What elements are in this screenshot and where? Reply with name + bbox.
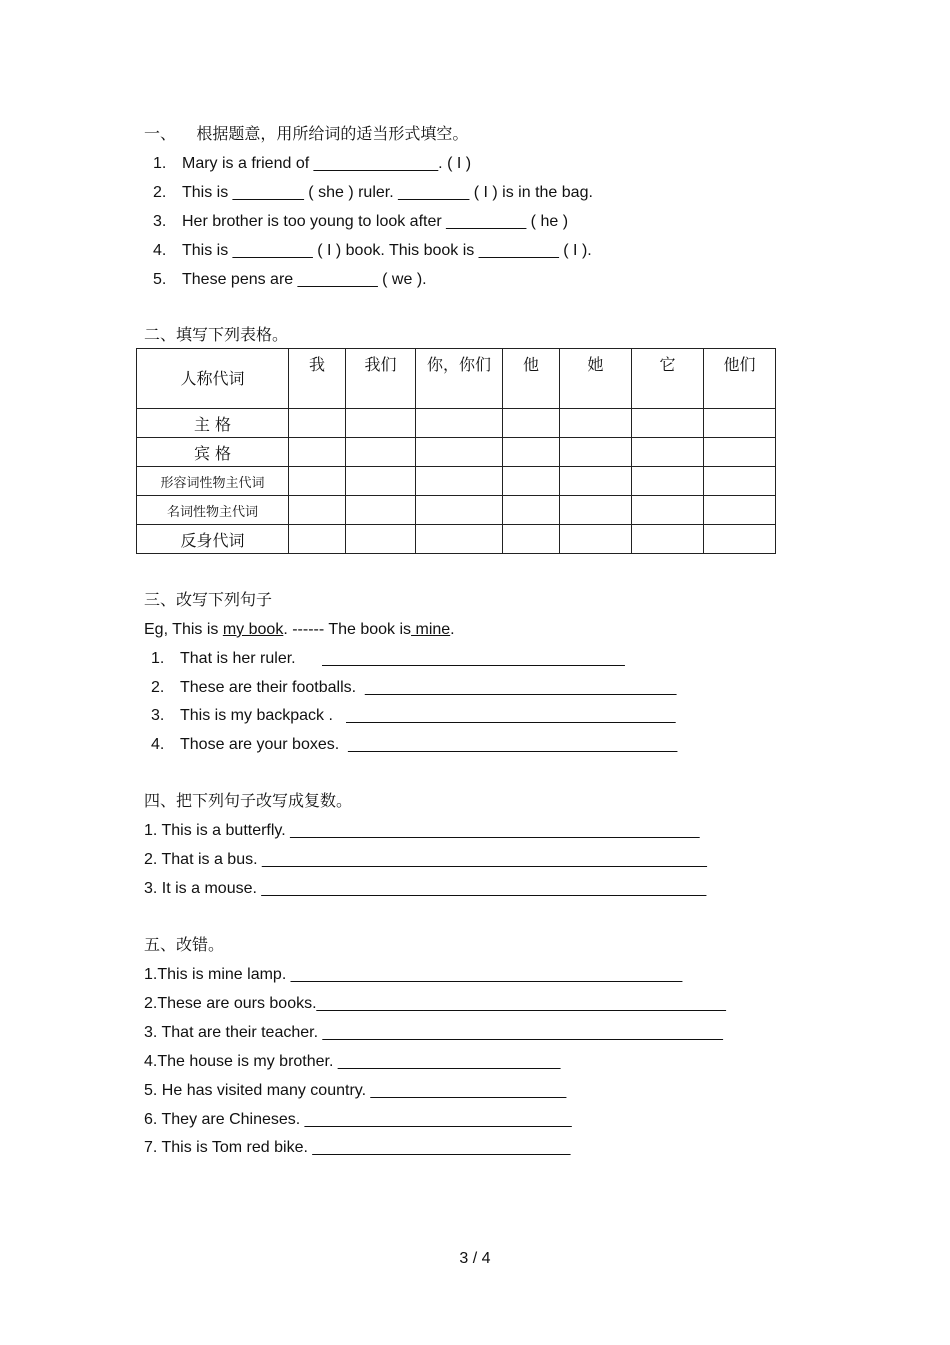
item-text: These pens are _________ ( we ). (182, 271, 427, 288)
empty-cell[interactable] (503, 409, 560, 438)
row-label: 形容词性物主代词 (137, 467, 289, 496)
empty-cell[interactable] (704, 438, 776, 467)
empty-cell[interactable] (560, 409, 632, 438)
empty-cell[interactable] (289, 525, 346, 554)
empty-cell[interactable] (560, 496, 632, 525)
list-item: 1. This is a butterfly. ______________________________________________ (144, 822, 700, 839)
section2-title: 二、填写下列表格。 (144, 325, 289, 344)
pronoun-table (136, 348, 776, 554)
example-prefix: Eg, This is (144, 621, 223, 638)
empty-cell[interactable] (289, 438, 346, 467)
list-item (153, 154, 471, 174)
item-number: 5. (153, 271, 167, 288)
empty-cell[interactable] (632, 496, 704, 525)
header-cell: 她 (560, 349, 632, 409)
list-item (151, 649, 625, 669)
empty-cell[interactable] (503, 467, 560, 496)
item-number: 4. (153, 242, 167, 259)
row-label: 主 格 (137, 409, 289, 438)
table-row (137, 496, 776, 525)
example-underline-1: my book (222, 621, 284, 638)
table-row (137, 438, 776, 467)
section1-title: 一、 根据题意，用所给词的适当形式填空。 (144, 124, 469, 143)
header-cell: 我 (289, 349, 346, 409)
section4-title: 四、把下列句子改写成复数。 (144, 791, 353, 810)
list-item: 2. That is a bus. __________________________________________________ (144, 851, 707, 868)
empty-cell[interactable] (416, 438, 503, 467)
empty-cell[interactable] (416, 525, 503, 554)
example-mid: . ------ The book is (283, 621, 412, 638)
empty-cell[interactable] (503, 438, 560, 467)
header-cell: 人称代词 (137, 349, 289, 409)
item-number: 2. (153, 184, 167, 201)
list-item: 3. It is a mouse. __________________________________________________ (144, 880, 707, 897)
header-cell: 他们 (704, 349, 776, 409)
header-cell: 我们 (346, 349, 416, 409)
item-number: 1. (151, 650, 165, 667)
empty-cell[interactable] (704, 525, 776, 554)
item-text: Those are your boxes. _____________________________________ (180, 736, 678, 753)
empty-cell[interactable] (704, 409, 776, 438)
empty-cell[interactable] (346, 496, 416, 525)
empty-cell[interactable] (560, 467, 632, 496)
list-item: 4.The house is my brother. _________________________ (144, 1053, 561, 1070)
empty-cell[interactable] (346, 467, 416, 496)
empty-cell[interactable] (632, 438, 704, 467)
item-number: 1. (153, 155, 167, 172)
section5-title: 五、改错。 (144, 935, 225, 954)
item-text: These are their footballs. ___________________________________ (180, 679, 677, 696)
empty-cell[interactable] (289, 409, 346, 438)
empty-cell[interactable] (560, 525, 632, 554)
list-item (153, 212, 568, 232)
row-label: 宾 格 (137, 438, 289, 467)
list-item: 2.These are ours books.______________________________________________ (144, 995, 726, 1012)
item-text: That is her ruler. __________________________________ (180, 650, 625, 667)
header-cell: 你，你们 (416, 349, 503, 409)
list-item: 1.This is mine lamp. ____________________________________________ (144, 966, 683, 983)
item-number: 3. (153, 213, 167, 230)
list-item: 5. He has visited many country. ______________________ (144, 1082, 567, 1099)
item-text: Her brother is too young to look after _________ ( he ) (182, 213, 569, 230)
list-item (151, 706, 676, 726)
empty-cell[interactable] (632, 525, 704, 554)
table-row (137, 467, 776, 496)
empty-cell[interactable] (632, 467, 704, 496)
empty-cell[interactable] (704, 496, 776, 525)
page-number: 3 / 4 (459, 1250, 491, 1267)
empty-cell[interactable] (632, 409, 704, 438)
list-item: 3. That are their teacher. _____________________________________________ (144, 1024, 723, 1041)
item-number: 4. (151, 736, 165, 753)
item-text: This is _________ ( I ) book. This book is _________ ( I ). (182, 242, 592, 259)
section3-title: 三、改写下列句子 (144, 590, 273, 609)
list-item (153, 183, 593, 203)
table-row (137, 525, 776, 554)
example-suffix: . (450, 621, 455, 638)
empty-cell[interactable] (346, 409, 416, 438)
empty-cell[interactable] (416, 409, 503, 438)
header-cell: 他 (503, 349, 560, 409)
empty-cell[interactable] (560, 438, 632, 467)
table-header-row (137, 349, 776, 409)
empty-cell[interactable] (416, 467, 503, 496)
list-item (151, 735, 677, 755)
example-sentence (144, 620, 455, 640)
item-text: Mary is a friend of ______________. ( I ) (182, 155, 472, 172)
list-item: 7. This is Tom red bike. _____________________________ (144, 1139, 571, 1156)
item-number: 3. (151, 707, 165, 724)
empty-cell[interactable] (289, 467, 346, 496)
empty-cell[interactable] (416, 496, 503, 525)
header-cell: 它 (632, 349, 704, 409)
item-text: This is my backpack . _____________________________________ (180, 707, 676, 724)
example-underline-2: mine (411, 621, 451, 638)
empty-cell[interactable] (346, 438, 416, 467)
list-item (153, 241, 592, 261)
row-label: 反身代词 (137, 525, 289, 554)
empty-cell[interactable] (346, 525, 416, 554)
empty-cell[interactable] (503, 496, 560, 525)
item-number: 2. (151, 679, 165, 696)
row-label: 名词性物主代词 (137, 496, 289, 525)
list-item (151, 678, 676, 698)
list-item (153, 270, 427, 290)
list-item: 6. They are Chineses. ______________________________ (144, 1111, 572, 1128)
item-text: This is ________ ( she ) ruler. ________ ( I ) is in the bag. (182, 184, 593, 201)
empty-cell[interactable] (704, 467, 776, 496)
empty-cell[interactable] (289, 496, 346, 525)
table-row (137, 409, 776, 438)
empty-cell[interactable] (503, 525, 560, 554)
